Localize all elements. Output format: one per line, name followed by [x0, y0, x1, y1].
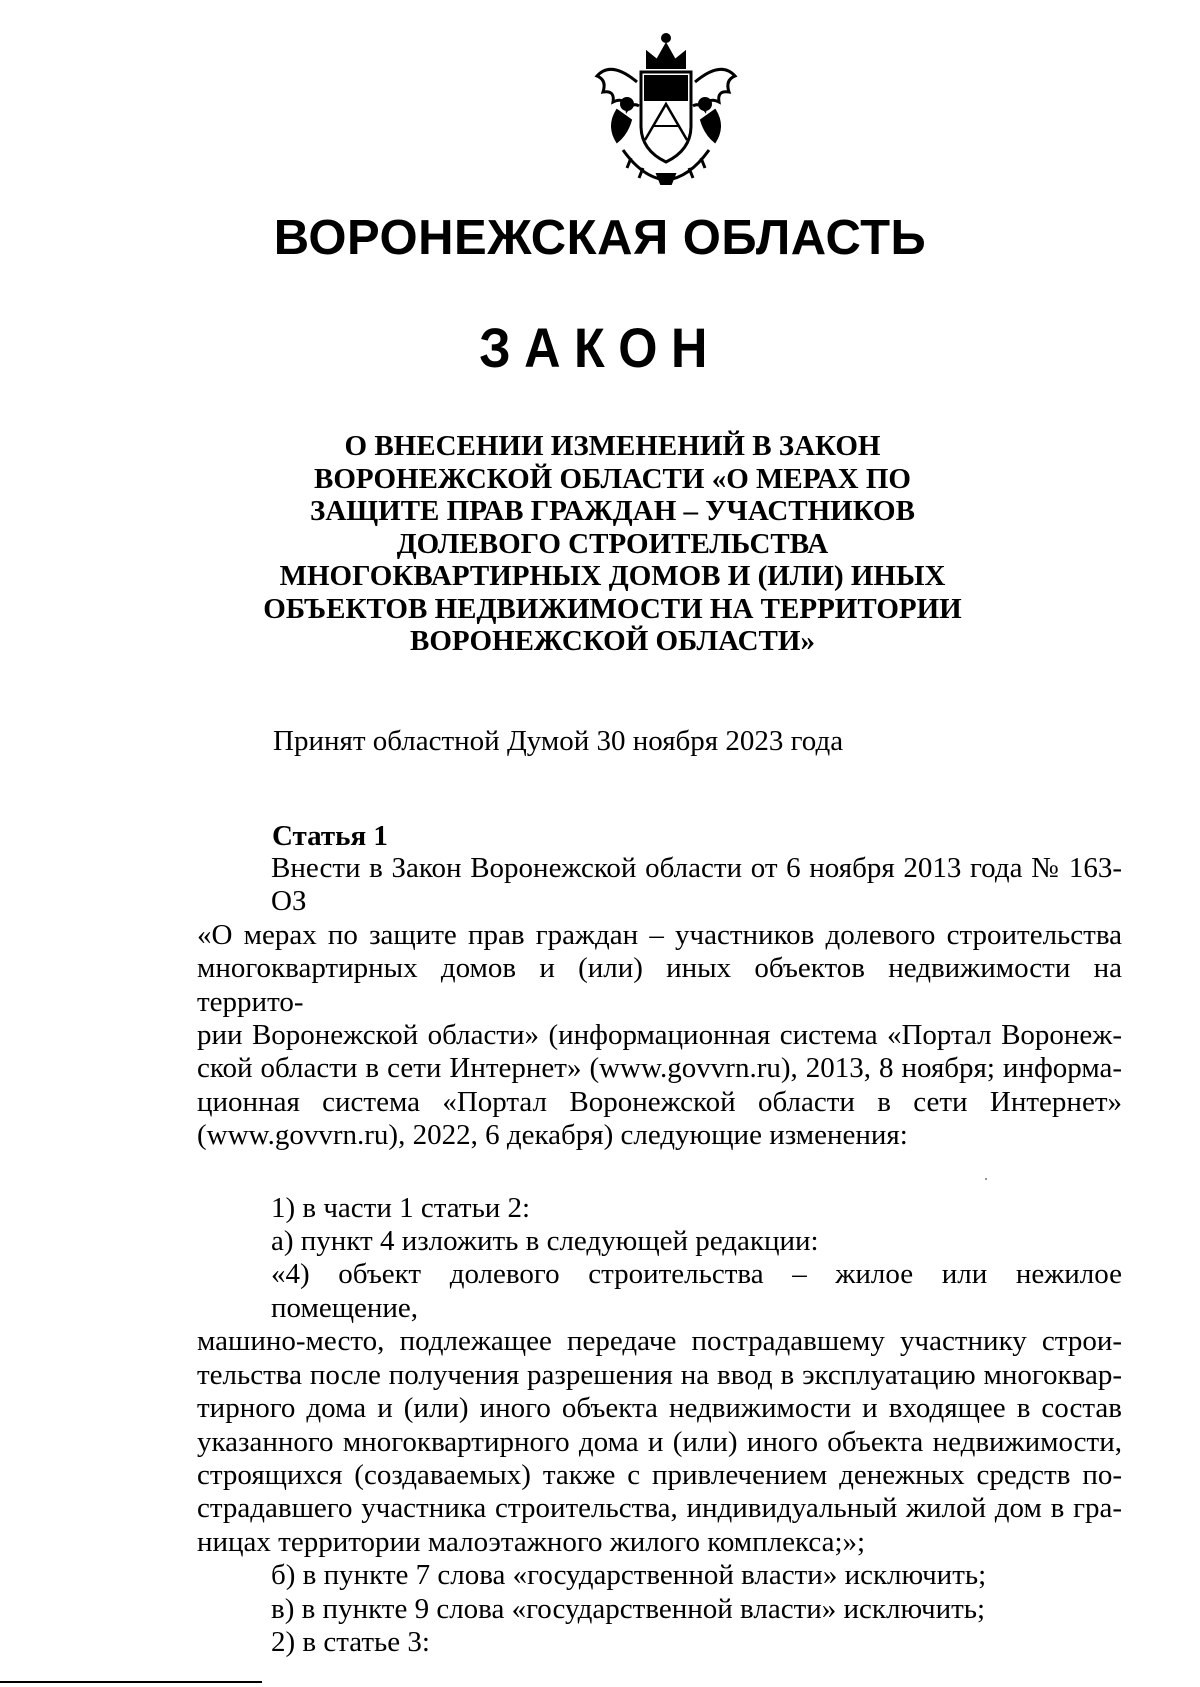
quoted-text-line: строящихся (создаваемых) также с привлечением денежных средств по-	[197, 1458, 1122, 1491]
article-intro-line: ской области в сети Интернет» (www.govvrn.ru), 2013, 8 ноября; информа-	[197, 1052, 1122, 1085]
article-intro-line: многоквартирных домов и (или) иных объектов недвижимости на террито-	[197, 952, 1122, 1018]
region-name-heading: ВОРОНЕЖСКАЯ ОБЛАСТЬ	[273, 211, 927, 265]
amendment-subitem: а) пункт 4 изложить в следующей редакции:	[271, 1225, 819, 1258]
quoted-text-line: «4) объект долевого строительства – жилое или нежилое помещение,	[271, 1258, 1122, 1324]
document-type-heading: ЗАКОН	[479, 316, 721, 379]
law-title-line: ВОРОНЕЖСКОЙ ОБЛАСТИ «О МЕРАХ ПО	[314, 462, 911, 495]
quoted-text-line: ницах территории малоэтажного жилого комплекса;»;	[197, 1525, 866, 1558]
article-intro-line: рии Воронежской области» (информационная система «Портал Воронеж-	[197, 1019, 1122, 1052]
amendment-item: 1) в части 1 статьи 2:	[271, 1191, 531, 1224]
amendment-subitem: в) в пункте 9 слова «государственной власти» исключить;	[271, 1592, 986, 1625]
article-intro-line: Внести в Закон Воронежской области от 6 ноября 2013 года № 163-ОЗ	[271, 852, 1122, 918]
law-title-line: ВОРОНЕЖСКОЙ ОБЛАСТИ»	[410, 625, 815, 657]
quoted-text-line: тельства после получения разрешения на ввод в эксплуатацию многоквар-	[197, 1358, 1122, 1391]
scan-speck	[985, 1178, 987, 1180]
coat-of-arms-emblem	[587, 30, 745, 186]
law-title	[250, 430, 975, 658]
law-title-line: ЗАЩИТЕ ПРАВ ГРАЖДАН – УЧАСТНИКОВ	[310, 495, 915, 527]
quoted-text-line: указанного многоквартирного дома и (или) иного объекта недвижимости,	[197, 1425, 1122, 1458]
quoted-text-line: тирного дома и (или) иного объекта недвижимости и входящее в состав	[197, 1392, 1122, 1425]
article-body	[197, 852, 1122, 1659]
amendment-subitem: б) в пункте 7 слова «государственной власти» исключить;	[271, 1559, 987, 1592]
paragraph-gap	[197, 1153, 1122, 1192]
quoted-text-line: машино-место, подлежащее передаче пострадавшему участнику строи-	[197, 1325, 1122, 1358]
law-title-line: ДОЛЕВОГО СТРОИТЕЛЬСТВА	[396, 527, 829, 560]
quoted-text-line: страдавшего участника строительства, индивидуальный жилой дом в гра-	[197, 1492, 1122, 1525]
law-title-line: МНОГОКВАРТИРНЫХ ДОМОВ И (ИЛИ) ИНЫХ	[279, 560, 946, 592]
law-title-line: О ВНЕСЕНИИ ИЗМЕНЕНИЙ В ЗАКОН	[344, 430, 881, 462]
law-title-line: ОБЪЕКТОВ НЕДВИЖИМОСТИ НА ТЕРРИТОРИИ	[263, 592, 962, 625]
adoption-note: Принят областной Думой 30 ноября 2023 года	[273, 725, 844, 757]
article-intro-line: (www.govvrn.ru), 2022, 6 декабря) следующие изменения:	[197, 1119, 908, 1152]
article-intro-line: «О мерах по защите прав граждан – участников долевого строительства	[197, 918, 1122, 951]
article-heading: Статья 1	[272, 820, 388, 852]
footnote-separator	[0, 1681, 262, 1683]
amendment-item: 2) в статье 3:	[271, 1625, 430, 1658]
article-intro-line: ционная система «Портал Воронежской области в сети Интернет»	[197, 1085, 1122, 1118]
